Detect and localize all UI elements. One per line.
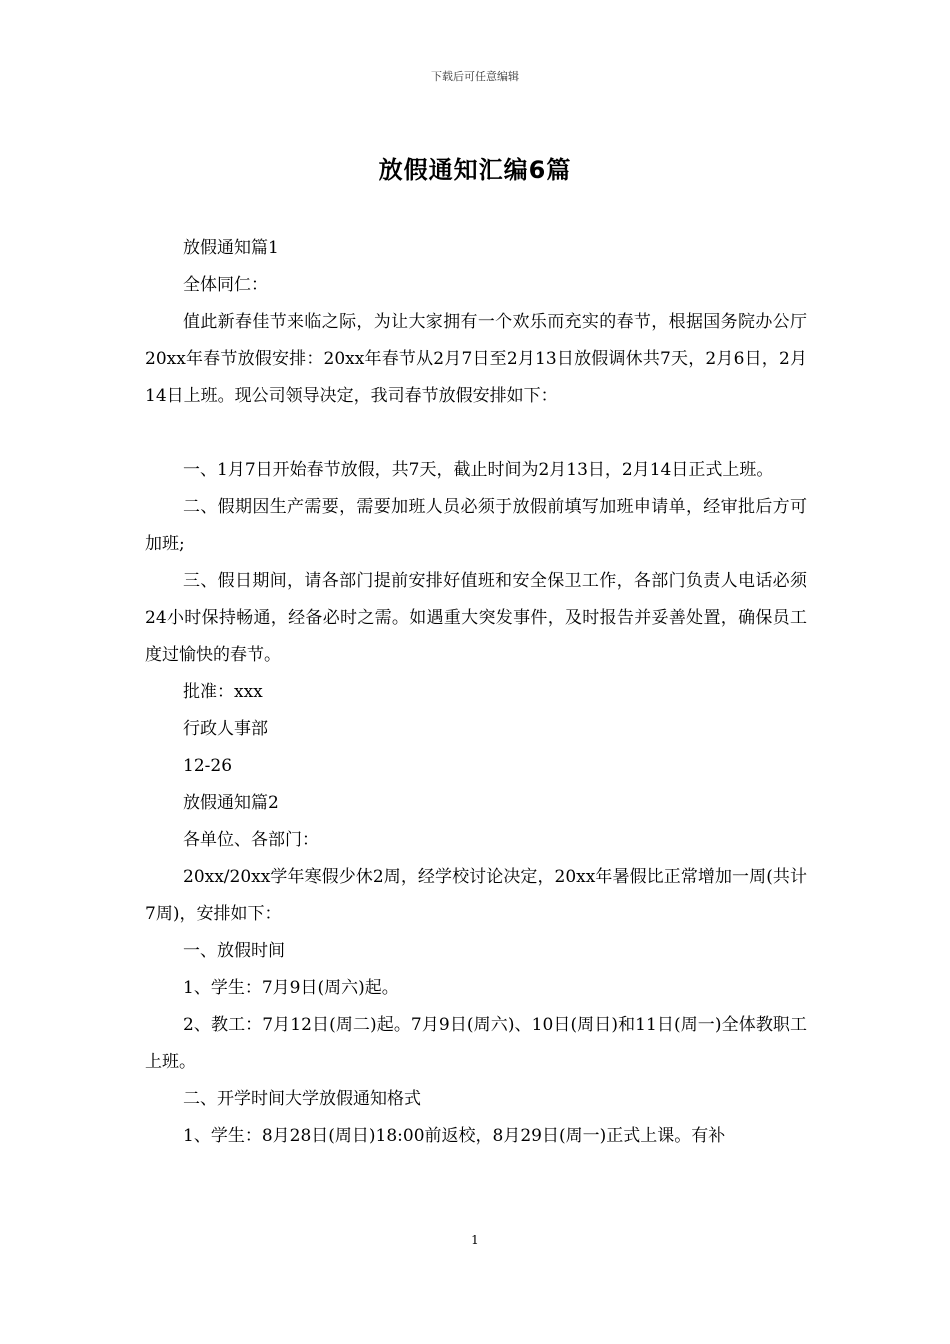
paragraph: 一、1月7日开始春节放假，共7天，截止时间为2月13日，2月14日正式上班。 — [183, 460, 774, 480]
salutation: 各单位、各部门： — [183, 830, 319, 850]
document-title: 放假通知汇编6篇 — [378, 156, 572, 184]
document-body — [145, 230, 807, 1155]
paragraph: 值此新春佳节来临之际，为让大家拥有一个欢乐而充实的春节，根据国务院办公厅20xx年春节放假安排：20xx年春节从2月7日至2月13日放假调休共7天，2月6日，2月14日上班。现公司领导决定，我司春节放假安排如下： — [145, 312, 807, 406]
paragraph: 1、学生：8月28日(周日)18:00前返校，8月29日(周一)正式上课。有补 — [183, 1126, 726, 1146]
salutation: 全体同仁： — [183, 275, 268, 295]
paragraph: 1、学生：7月9日(周六)起。 — [183, 978, 399, 998]
paragraph: 三、假日期间，请各部门提前安排好值班和安全保卫工作，各部门负责人电话必须24小时保持畅通，经备必时之需。如遇重大突发事件，及时报告并妥善处置，确保员工度过愉快的春节。 — [145, 571, 807, 665]
paragraph: 二、开学时间大学放假通知格式 — [183, 1089, 421, 1109]
approval-line: 批准：xxx — [183, 682, 263, 702]
paragraph: 二、假期因生产需要，需要加班人员必须于放假前填写加班申请单，经审批后方可加班; — [145, 497, 807, 554]
paragraph: 2、教工：7月12日(周二)起。7月9日(周六)、10日(周日)和11日(周一)全体教职工上班。 — [145, 1015, 807, 1072]
paragraph: 一、放假时间 — [183, 941, 285, 961]
section-heading-2: 放假通知篇2 — [183, 793, 279, 813]
paragraph: 20xx/20xx学年寒假少休2周，经学校讨论决定，20xx年暑假比正常增加一周(共计7周)，安排如下： — [145, 867, 807, 924]
section-heading-1: 放假通知篇1 — [183, 238, 279, 258]
page-number: 1 — [471, 1233, 479, 1247]
date-line: 12-26 — [183, 756, 233, 776]
header-note: 下载后可任意编辑 — [431, 70, 519, 83]
department-signature: 行政人事部 — [183, 719, 268, 739]
